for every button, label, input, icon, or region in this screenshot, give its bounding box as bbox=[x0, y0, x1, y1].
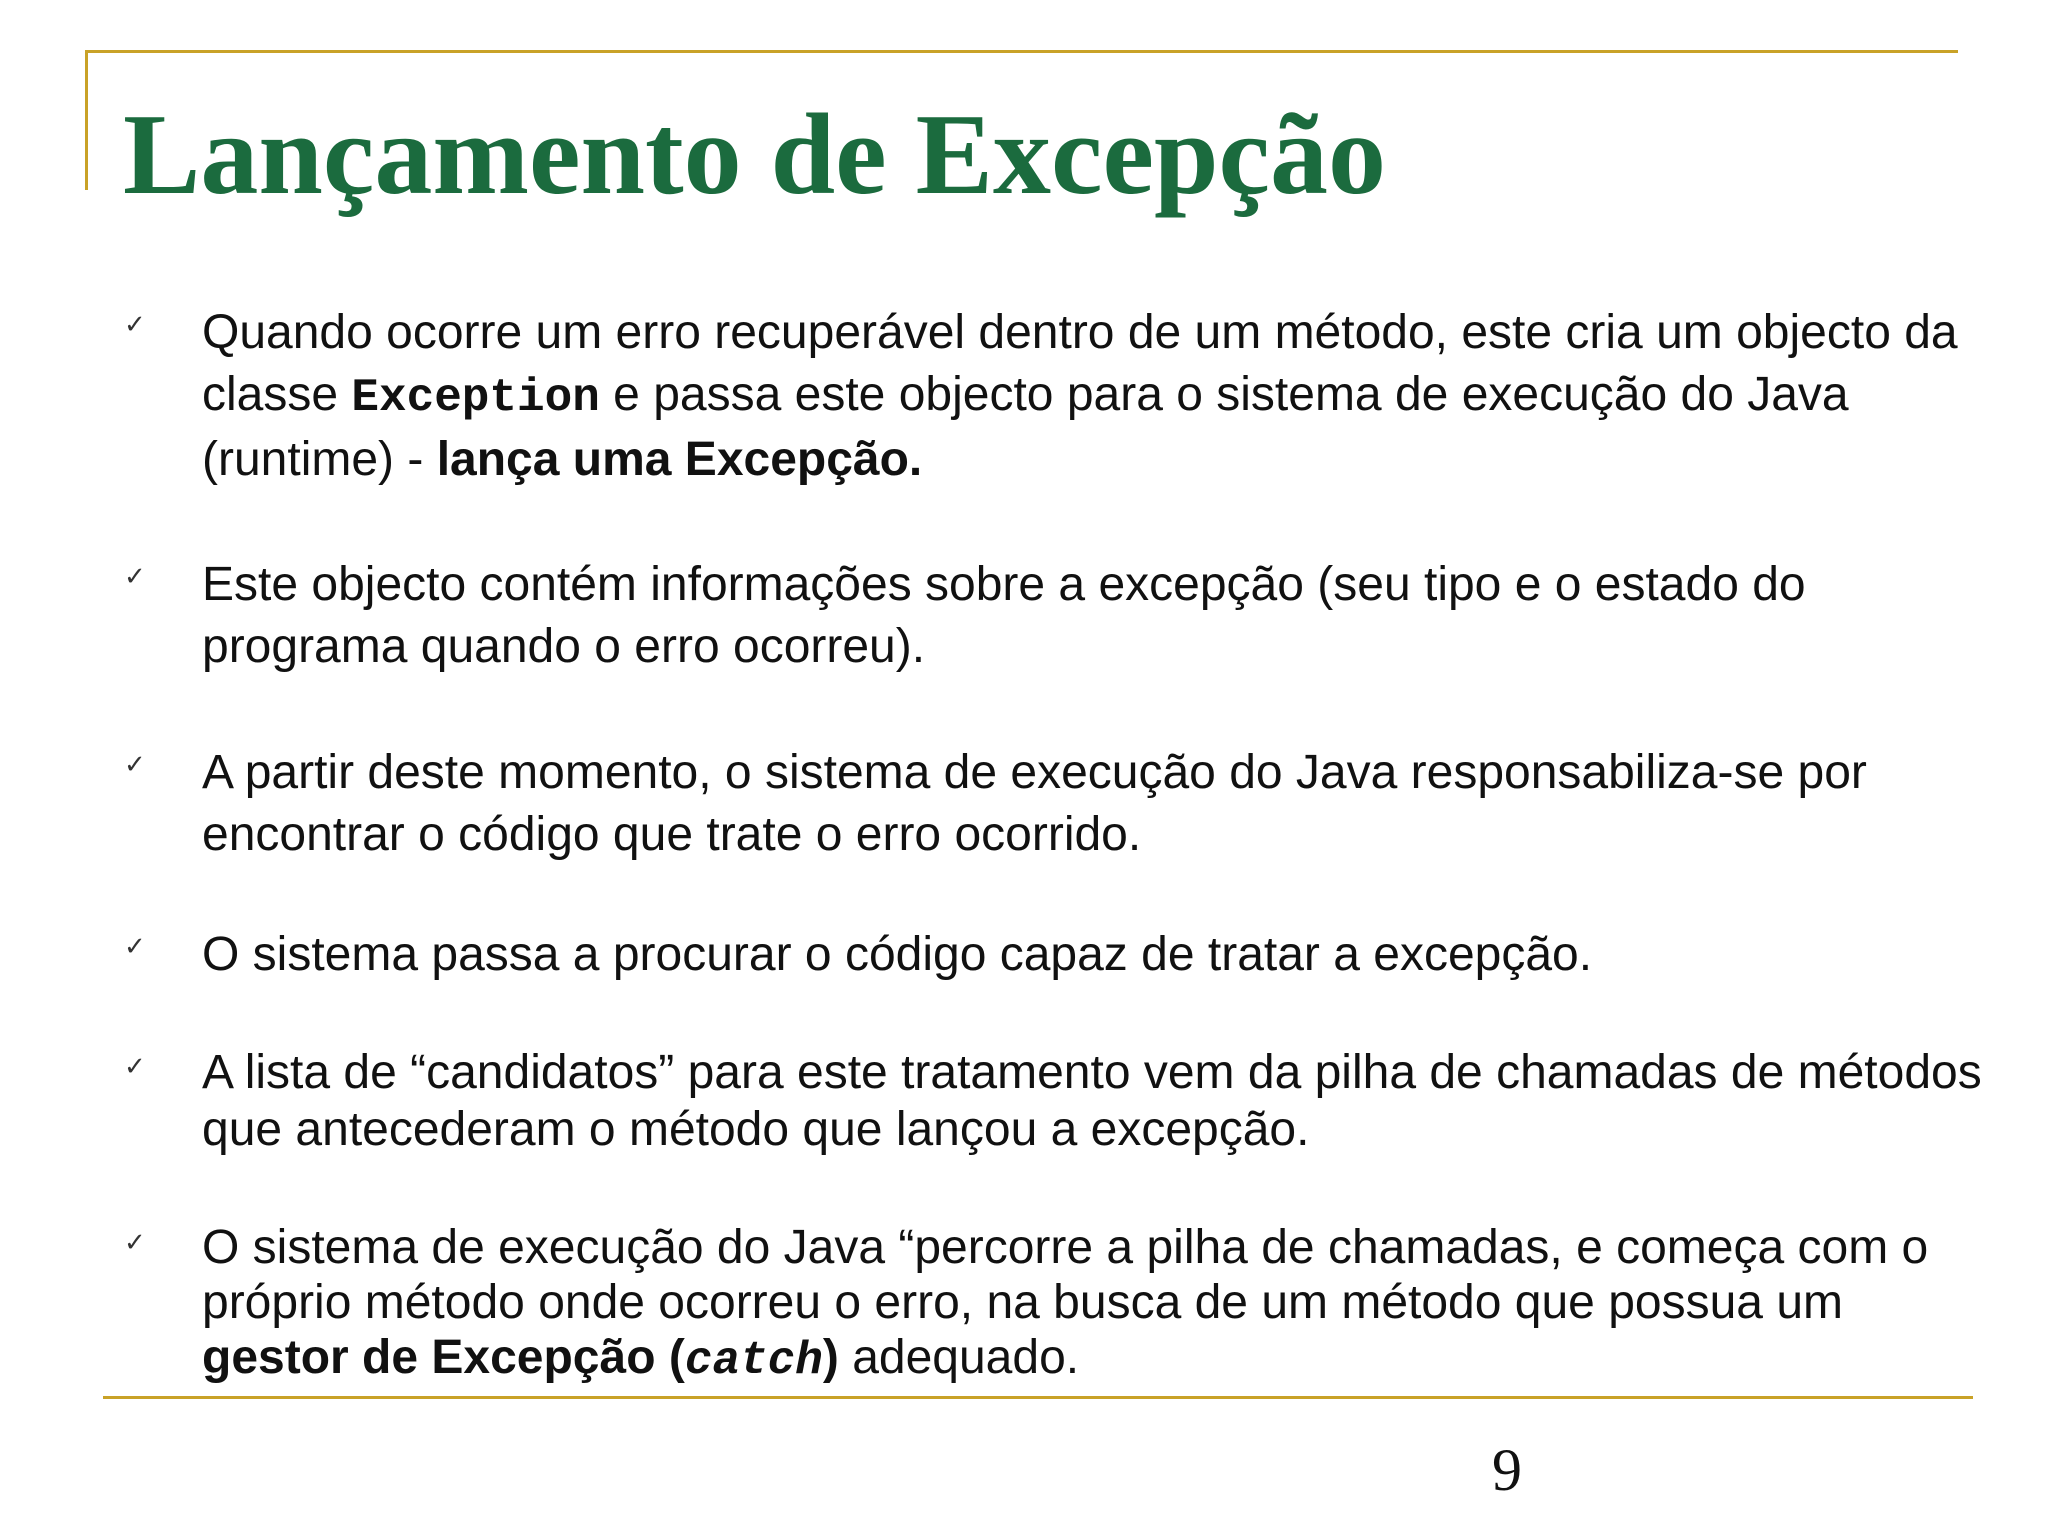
slide-title: Lançamento de Excepção bbox=[123, 91, 1386, 219]
code-exception: Exception bbox=[351, 372, 600, 424]
checkmark-icon: ✓ bbox=[124, 1228, 146, 1258]
frame-bottom-line bbox=[103, 1396, 1973, 1399]
emphasis-text: lança uma Excepção. bbox=[436, 433, 923, 486]
page-number: 9 bbox=[1492, 1437, 1522, 1503]
bullet-text: Este objecto contém informações sobre a excepção (seu tipo e o estado do programa quando o erro ocorreu). bbox=[202, 558, 1806, 673]
emphasis-text: gestor de Excepção ( bbox=[202, 1331, 685, 1384]
emphasis-text: ) bbox=[822, 1331, 839, 1384]
checkmark-icon: ✓ bbox=[124, 562, 146, 592]
checkmark-icon: ✓ bbox=[124, 1052, 146, 1082]
bullet-text: O sistema de execução do Java “percorre a pilha de chamadas, e começa com o próprio método onde ocorreu o erro, na busca de um método que possua um gestor de Excepção (catch) adequado. bbox=[202, 1221, 1929, 1387]
checkmark-icon: ✓ bbox=[124, 750, 146, 780]
bullet-text: Quando ocorre um erro recuperável dentro de um método, este cria um objecto da classe Exception e passa este objecto para o sistema de execução do Java (runtime) - lança uma Excepção. bbox=[202, 306, 1958, 486]
bullet-text: A lista de “candidatos” para este tratamento vem da pilha de chamadas de métodos que antecederam o método que lançou a excepção. bbox=[202, 1046, 1982, 1156]
bullet-text: O sistema passa a procurar o código capaz de tratar a excepção. bbox=[202, 928, 1593, 981]
code-catch: catch bbox=[684, 1335, 823, 1387]
bullet-text: A partir deste momento, o sistema de execução do Java responsabiliza-se por encontrar o código que trate o erro ocorrido. bbox=[202, 746, 1867, 861]
checkmark-icon: ✓ bbox=[124, 932, 146, 962]
checkmark-icon: ✓ bbox=[124, 310, 146, 340]
